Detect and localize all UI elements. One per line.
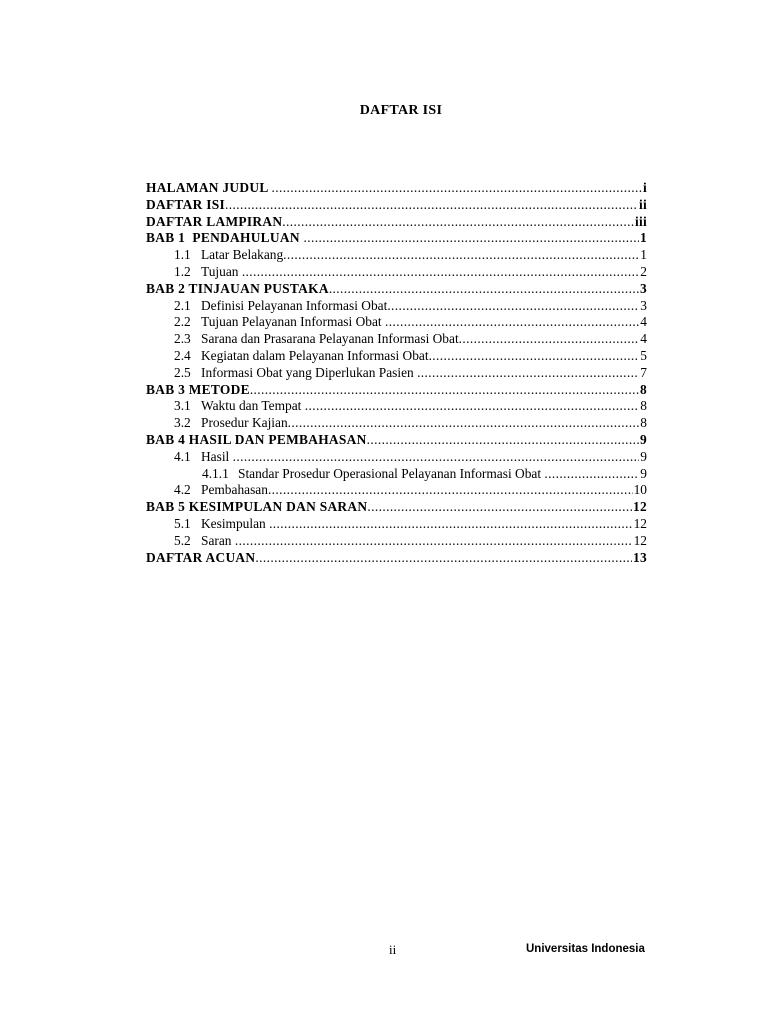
dot-leader xyxy=(544,466,639,483)
toc-entry[interactable] xyxy=(146,331,647,348)
toc-entry[interactable] xyxy=(146,516,647,533)
toc-entry-label: DAFTAR ACUAN xyxy=(146,549,256,565)
dot-leader xyxy=(242,264,639,281)
toc-entry-page: 4 xyxy=(640,331,647,347)
toc-entry[interactable] xyxy=(146,298,647,315)
dot-leader xyxy=(367,499,632,516)
toc-entry-page: 3 xyxy=(640,297,647,313)
toc-entry-label: BAB 3 METODE xyxy=(146,381,250,397)
toc-entry[interactable] xyxy=(146,264,647,281)
toc-entry-label: BAB 4 HASIL DAN PEMBAHASAN xyxy=(146,431,367,447)
dot-leader xyxy=(283,247,639,264)
toc-entry-label: Definisi Pelayanan Informasi Obat xyxy=(201,297,388,313)
toc-entry-page: 1 xyxy=(640,247,647,263)
toc-entry-page: 7 xyxy=(640,364,647,380)
dot-leader xyxy=(269,516,633,533)
toc-entry-number: 2.3 xyxy=(174,331,191,347)
toc-entry-page: 8 xyxy=(640,381,647,397)
dot-leader xyxy=(305,398,640,415)
toc-entry-label: HALAMAN JUDUL xyxy=(146,180,272,195)
toc-entry-number: 4.1.1 xyxy=(202,465,229,481)
toc-entry-label: Tujuan xyxy=(201,263,242,279)
toc-entry[interactable] xyxy=(146,432,647,449)
dot-leader xyxy=(303,230,639,247)
dot-leader xyxy=(385,314,639,331)
toc-entry-page: 9 xyxy=(640,465,647,481)
toc-entry-number: 2.5 xyxy=(174,364,191,380)
toc-entry-label: Kesimpulan xyxy=(201,515,270,531)
toc-entry-label: Informasi Obat yang Diperlukan Pasien xyxy=(201,364,418,380)
toc-entry[interactable] xyxy=(146,247,647,264)
dot-leader xyxy=(417,365,639,382)
page-title: DAFTAR ISI xyxy=(359,103,443,118)
toc-entry-label: Saran xyxy=(201,532,235,548)
toc-entry-label: Sarana dan Prasarana Pelayanan Informasi Obat xyxy=(201,331,459,347)
toc-entry-label: DAFTAR LAMPIRAN xyxy=(146,213,283,229)
toc-entry[interactable] xyxy=(146,197,647,214)
toc-entry-page: i xyxy=(642,180,647,195)
toc-entry-number: 3.1 xyxy=(174,398,191,414)
toc-entry[interactable] xyxy=(146,180,647,197)
toc-entry-number: 2.4 xyxy=(174,347,191,363)
toc-entry-label: Latar Belakang xyxy=(201,247,284,263)
table-of-contents xyxy=(146,180,647,566)
toc-entry-label: Kegiatan dalam Pelayanan Informasi Obat xyxy=(201,347,429,363)
footer-institution: Universitas Indonesia xyxy=(526,943,645,955)
toc-entry-label: Hasil xyxy=(201,448,233,464)
dot-leader xyxy=(429,348,640,365)
toc-entry[interactable] xyxy=(146,415,647,432)
toc-entry-number: 1.1 xyxy=(174,247,191,263)
footer-page-number: ii xyxy=(389,942,397,957)
toc-entry-label: Prosedur Kajian xyxy=(201,415,288,431)
toc-entry-page: 13 xyxy=(633,549,647,565)
toc-entry-label: Tujuan Pelayanan Informasi Obat xyxy=(201,314,385,330)
toc-entry-page: 1 xyxy=(640,230,647,246)
dot-leader xyxy=(250,382,639,399)
toc-entry[interactable] xyxy=(146,398,647,415)
toc-entry-label: Pembahasan xyxy=(201,482,268,498)
toc-entry-label: Standar Prosedur Operasional Pelayanan Informasi Obat xyxy=(238,465,545,481)
toc-entry-page: ii xyxy=(638,196,647,212)
dot-leader xyxy=(268,482,633,499)
toc-entry[interactable] xyxy=(146,314,647,331)
toc-entry-page: 12 xyxy=(633,499,647,515)
toc-entry-number: 5.2 xyxy=(174,532,191,548)
toc-entry[interactable] xyxy=(146,550,647,567)
toc-entry[interactable] xyxy=(146,499,647,516)
toc-entry-page: 12 xyxy=(633,515,647,531)
toc-entry-page: 10 xyxy=(633,482,647,498)
toc-entry-number: 2.1 xyxy=(174,297,191,313)
toc-entry[interactable] xyxy=(146,365,647,382)
dot-leader xyxy=(282,214,634,231)
toc-entry-label: DAFTAR ISI xyxy=(146,196,226,212)
toc-entry-page: 2 xyxy=(640,263,647,279)
toc-entry-number: 1.2 xyxy=(174,263,191,279)
toc-entry[interactable] xyxy=(146,533,647,550)
dot-leader xyxy=(459,331,640,348)
toc-entry-page: 8 xyxy=(640,415,647,431)
toc-entry-number: 3.2 xyxy=(174,415,191,431)
dot-leader xyxy=(255,550,632,567)
toc-entry-page: 4 xyxy=(640,314,647,330)
toc-entry-page: 12 xyxy=(633,532,647,548)
toc-entry-page: 8 xyxy=(640,398,647,414)
toc-entry-label: Waktu dan Tempat xyxy=(201,398,305,414)
toc-entry[interactable] xyxy=(146,348,647,365)
toc-entry-label: BAB 1 PENDAHULUAN xyxy=(146,230,304,246)
toc-entry-number: 2.2 xyxy=(174,314,191,330)
dot-leader xyxy=(387,298,639,315)
toc-entry[interactable] xyxy=(146,214,647,231)
toc-entry-page: 5 xyxy=(640,347,647,363)
toc-entry-page: 9 xyxy=(640,431,647,447)
toc-entry-label: BAB 5 KESIMPULAN DAN SARAN xyxy=(146,499,368,515)
toc-entry[interactable] xyxy=(146,449,647,466)
dot-leader xyxy=(235,533,633,550)
dot-leader xyxy=(271,180,642,197)
dot-leader xyxy=(329,281,639,298)
toc-entry[interactable] xyxy=(146,382,647,399)
toc-entry[interactable] xyxy=(146,230,647,247)
toc-entry-number: 5.1 xyxy=(174,515,191,531)
toc-entry-page: 9 xyxy=(640,448,647,464)
toc-entry-label: BAB 2 TINJAUAN PUSTAKA xyxy=(146,280,329,296)
toc-entry[interactable] xyxy=(146,482,647,499)
dot-leader xyxy=(225,197,638,214)
toc-entry-page: 3 xyxy=(640,280,647,296)
toc-entry-number: 4.1 xyxy=(174,448,191,464)
toc-entry[interactable] xyxy=(146,281,647,298)
toc-entry-page: iii xyxy=(634,213,647,229)
dot-leader xyxy=(233,449,640,466)
dot-leader xyxy=(288,415,640,432)
toc-entry[interactable] xyxy=(146,466,647,483)
dot-leader xyxy=(367,432,639,449)
toc-entry-number: 4.2 xyxy=(174,482,191,498)
